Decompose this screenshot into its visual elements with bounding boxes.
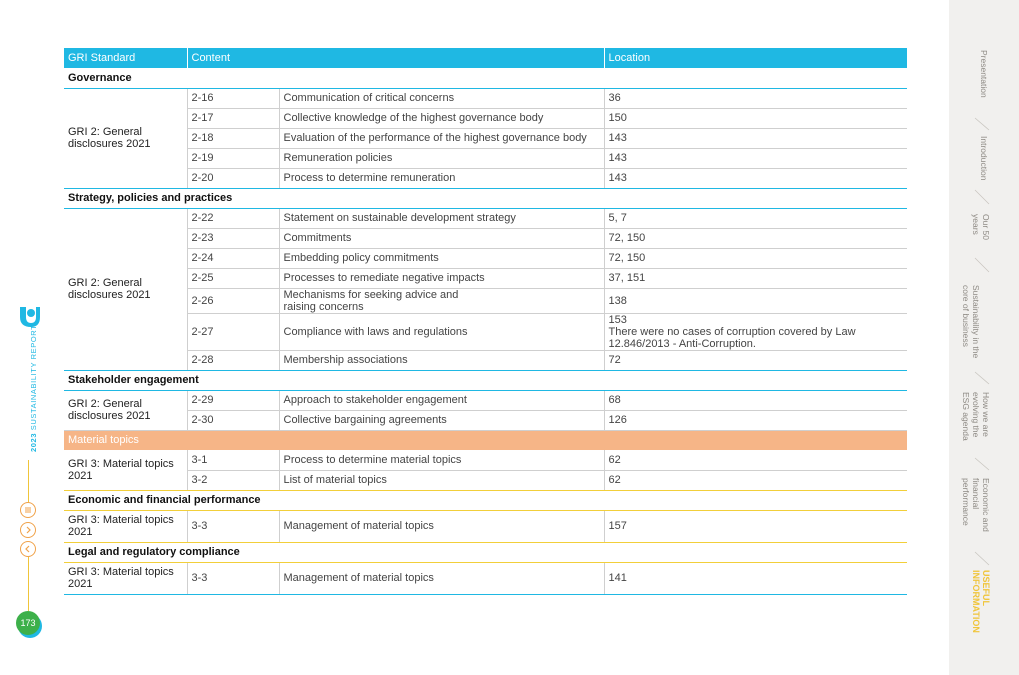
disclosure-code: 3-2 [187,470,279,490]
header-gri-standard: GRI Standard [64,48,187,68]
table-row [64,228,907,248]
disclosure-content: Statement on sustainable development strategy [279,208,604,228]
table-row [64,288,907,313]
disclosure-location: 150 [604,108,907,128]
disclosure-code: 2-24 [187,248,279,268]
section-header-governance [64,68,907,88]
disclosure-location: 72, 150 [604,228,907,248]
disclosure-code: 2-18 [187,128,279,148]
section-header-economic [64,490,907,510]
header-content: Content [187,48,604,68]
disclosure-location [604,313,907,350]
disclosure-code: 2-25 [187,268,279,288]
table-row [64,148,907,168]
table-row [64,410,907,430]
gri-standard-cell: GRI 2: General disclosures 2021 [64,390,187,430]
disclosure-location: 72, 150 [604,248,907,268]
gri-content-index-table [64,48,907,595]
report-title-vertical [29,324,38,452]
page-number-badge: 173 [16,611,40,635]
rail-divider [28,460,29,502]
disclosure-content: Evaluation of the performance of the highest governance body [279,128,604,148]
table-row [64,390,907,410]
disclosure-content: Compliance with laws and regulations [279,313,604,350]
disclosure-content: Communication of critical concerns [279,88,604,108]
nav-item-introduction[interactable]: Introduction [979,136,989,181]
disclosure-content: Collective knowledge of the highest governance body [279,108,604,128]
disclosure-content: Mechanisms for seeking advice and raising concerns [279,288,604,313]
disclosure-content: Management of material topics [279,562,604,594]
disclosure-location: 141 [604,562,907,594]
disclosure-location: 62 [604,450,907,470]
disclosure-location: 37, 151 [604,268,907,288]
header-location: Location [604,48,907,68]
table-row [64,248,907,268]
chevron-right-icon [24,526,32,534]
previous-page-button[interactable] [20,541,36,557]
disclosure-content: Approach to stakeholder engagement [279,390,604,410]
disclosure-code: 2-20 [187,168,279,188]
disclosure-code: 2-26 [187,288,279,313]
disclosure-code: 3-3 [187,510,279,542]
rail-divider [28,557,29,611]
disclosure-location: 126 [604,410,907,430]
nav-item-useful-information[interactable]: USEFUL INFORMATION [971,570,991,633]
disclosure-location: 138 [604,288,907,313]
section-side-nav [949,0,1019,675]
disclosure-content: Process to determine material topics [279,450,604,470]
section-header-stakeholder [64,370,907,390]
table-row [64,470,907,490]
section-title: Governance [64,68,907,88]
section-title: Strategy, policies and practices [64,188,907,208]
table-row [64,313,907,350]
disclosure-code: 2-30 [187,410,279,430]
table-row [64,168,907,188]
disclosure-location: 36 [604,88,907,108]
table-row [64,510,907,542]
disclosure-location: 68 [604,390,907,410]
disclosure-code: 3-1 [187,450,279,470]
disclosure-content: Collective bargaining agreements [279,410,604,430]
disclosure-content: Processes to remediate negative impacts [279,268,604,288]
disclosure-content: List of material topics [279,470,604,490]
section-header-strategy [64,188,907,208]
disclosure-code: 3-3 [187,562,279,594]
disclosure-code: 2-27 [187,313,279,350]
report-title: SUSTAINABILITY REPORT [29,324,38,431]
disclosure-location: 72 [604,350,907,370]
gri-standard-cell: GRI 2: General disclosures 2021 [64,88,187,188]
table-row [64,350,907,370]
disclosure-location: 157 [604,510,907,542]
section-header-material-topics [64,430,907,450]
table-row [64,108,907,128]
disclosure-content: Management of material topics [279,510,604,542]
disclosure-location: 143 [604,128,907,148]
disclosure-code: 2-23 [187,228,279,248]
disclosure-location: 62 [604,470,907,490]
chevron-left-icon [24,545,32,553]
disclosure-code: 2-22 [187,208,279,228]
nav-item-sustainability-core[interactable]: Sustainability in the core of business [961,285,981,359]
disclosure-location: 143 [604,148,907,168]
disclosure-code: 2-28 [187,350,279,370]
next-page-button[interactable] [20,522,36,538]
table-row [64,268,907,288]
section-header-legal [64,542,907,562]
section-title: Legal and regulatory compliance [64,542,907,562]
disclosure-content: Embedding policy commitments [279,248,604,268]
section-title: Economic and financial performance [64,490,907,510]
menu-icon [24,506,32,514]
section-title: Material topics [64,430,907,450]
left-rail [0,0,50,675]
disclosure-content: Commitments [279,228,604,248]
disclosure-code: 2-19 [187,148,279,168]
table-row [64,128,907,148]
table-row [64,450,907,470]
gri-standard-cell: GRI 3: Material topics 2021 [64,510,187,542]
disclosure-code: 2-17 [187,108,279,128]
gri-standard-cell: GRI 3: Material topics 2021 [64,562,187,594]
disclosure-location: 5, 7 [604,208,907,228]
disclosure-content: Process to determine remuneration [279,168,604,188]
nav-item-economic-performance[interactable]: Economic and financial performance [961,478,991,532]
disclosure-location: 143 [604,168,907,188]
report-year: 2023 [29,432,38,452]
gri-standard-cell: GRI 2: General disclosures 2021 [64,208,187,370]
gri-standard-cell: GRI 3: Material topics 2021 [64,450,187,490]
disclosure-code: 2-29 [187,390,279,410]
table-row [64,208,907,228]
nav-item-esg-agenda[interactable]: How we are evolving the ESG agenda [961,392,991,441]
table-row [64,88,907,108]
location-note: There were no cases of corruption covered by Law 12.846/2013 - Anti-Corruption. [608,325,856,350]
nav-item-presentation[interactable]: Presentation [979,50,989,98]
table-row [64,562,907,594]
menu-button[interactable] [20,502,36,518]
section-title: Stakeholder engagement [64,370,907,390]
table-header-row [64,48,907,68]
disclosure-content: Remuneration policies [279,148,604,168]
disclosure-content: Membership associations [279,350,604,370]
location-pages: 153 [608,313,627,326]
disclosure-code: 2-16 [187,88,279,108]
nav-item-our-50-years[interactable]: Our 50 years [971,214,991,240]
